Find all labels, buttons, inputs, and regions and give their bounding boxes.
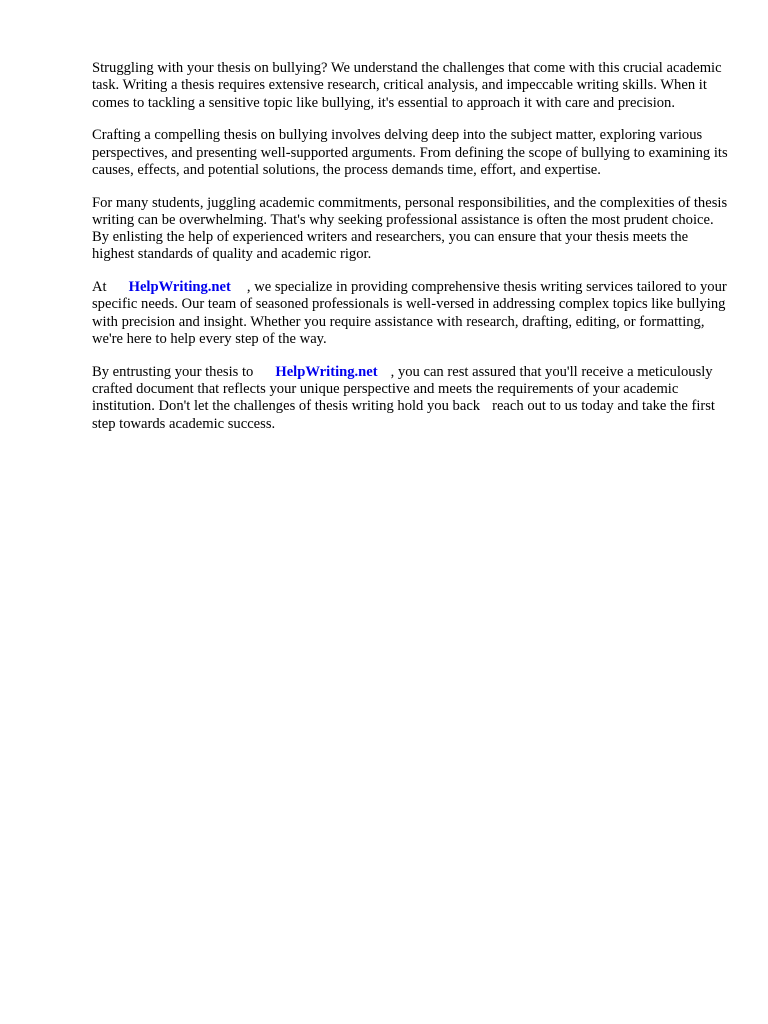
paragraph-entrusting bbox=[92, 364, 732, 433]
paragraph-services-rest: , we specialize in providing comprehensive thesis writing services tailored to your specific needs. Our team of seasoned professionals is well-versed in addressing complex topics like bullying with precision and insight. Whether you require assistance with research, drafting, editing, or formatting, we're here to help every step of the way. bbox=[92, 279, 727, 348]
paragraph-crafting: Crafting a compelling thesis on bullying involves delving deep into the subject matter, exploring various perspectives, and presenting well-supported arguments. From defining the scope of bullying to examining its causes, effects, and potential solutions, the process demands time, effort, and expertise. bbox=[92, 127, 728, 178]
helpwriting-link[interactable]: HelpWriting.net bbox=[128, 279, 231, 296]
helpwriting-link[interactable]: HelpWriting.net bbox=[275, 363, 378, 380]
paragraph-entrusting-end: reach out to us today and take the first step towards academic success. bbox=[92, 398, 715, 432]
paragraph-intro: Struggling with your thesis on bullying? We understand the challenges that come with this crucial academic task. Writing a thesis requires extensive research, critical analysis, and impeccable writing skills. When it comes to tackling a sensitive topic like bullying, it's essential to approach it with care and precision. bbox=[92, 60, 722, 111]
document-body bbox=[92, 60, 732, 448]
paragraph-services bbox=[92, 279, 732, 348]
paragraph-services-lead: At bbox=[92, 279, 107, 296]
paragraph-entrusting-lead: By entrusting your thesis to bbox=[92, 363, 254, 380]
paragraph-entrusting-middle: , you can rest assured that you'll receive a meticulously crafted document that reflects your unique perspective and meets the requirements of your academic institution. Don't let the challenges of thesis writing hold you back bbox=[92, 363, 713, 415]
paragraph-students: For many students, juggling academic commitments, personal responsibilities, and the complexities of thesis writing can be overwhelming. That's why seeking professional assistance is often the most prudent choice. By enlisting the help of experienced writers and researchers, you can ensure that your thesis meets the highest standards of quality and academic rigor. bbox=[92, 194, 728, 263]
